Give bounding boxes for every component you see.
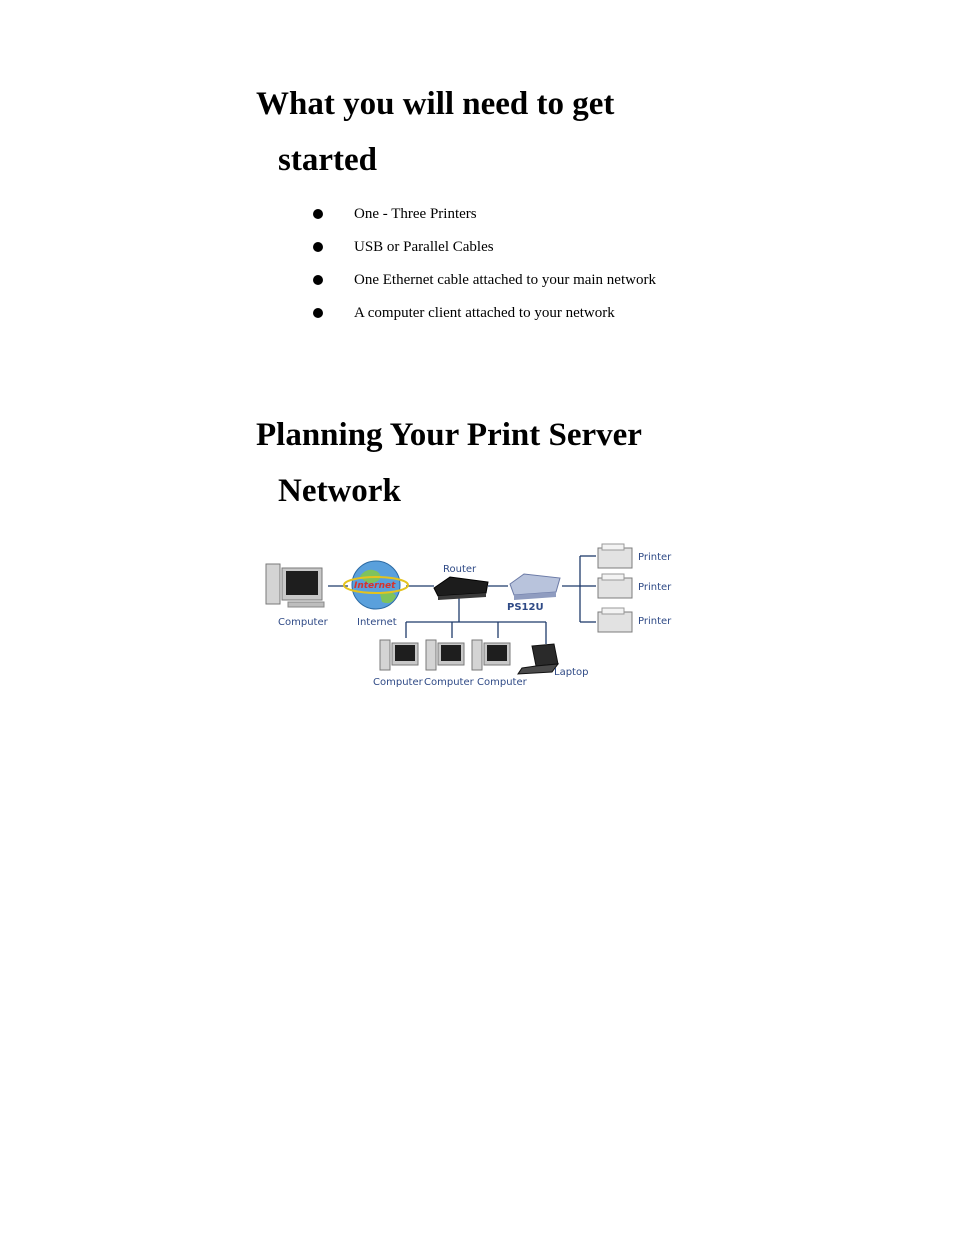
router-label: Router	[443, 564, 477, 575]
list-item: One Ethernet cable attached to your main network	[256, 264, 716, 297]
section-title-planning: Planning Your Print Server Network	[256, 417, 642, 509]
laptop-icon	[518, 644, 558, 674]
laptop-label: Laptop	[554, 667, 589, 678]
printer-label: Printer	[638, 582, 672, 593]
list-item: A computer client attached to your network	[256, 297, 716, 330]
list-item: USB or Parallel Cables	[256, 231, 716, 264]
client-computer-label: Computer	[424, 677, 474, 688]
requirements-list	[256, 198, 716, 330]
computer-icon	[380, 640, 418, 670]
internet-globe-text: Internet	[354, 581, 396, 591]
router-icon	[434, 577, 488, 600]
bullet-icon	[313, 209, 323, 219]
printer-label: Printer	[638, 616, 672, 627]
bullet-icon	[313, 242, 323, 252]
computer-icon	[266, 564, 324, 607]
internet-label: Internet	[357, 617, 397, 628]
network-diagram	[256, 540, 686, 695]
bullet-icon	[313, 308, 323, 318]
printer-icon	[598, 608, 632, 632]
computer-icon	[426, 640, 464, 670]
computer-icon	[472, 640, 510, 670]
section-title-requirements: What you will need to get started	[256, 86, 615, 178]
print-server-icon	[510, 574, 560, 600]
printer-label: Printer	[638, 552, 672, 563]
internet-globe-icon	[344, 561, 408, 609]
client-computer-label: Computer	[373, 677, 423, 688]
printer-icon	[598, 544, 632, 568]
computer-label: Computer	[278, 617, 328, 628]
print-server-label: PS12U	[507, 602, 544, 613]
bullet-icon	[313, 275, 323, 285]
printer-icon	[598, 574, 632, 598]
client-computer-label: Computer	[477, 677, 527, 688]
list-item: One - Three Printers	[256, 198, 716, 231]
